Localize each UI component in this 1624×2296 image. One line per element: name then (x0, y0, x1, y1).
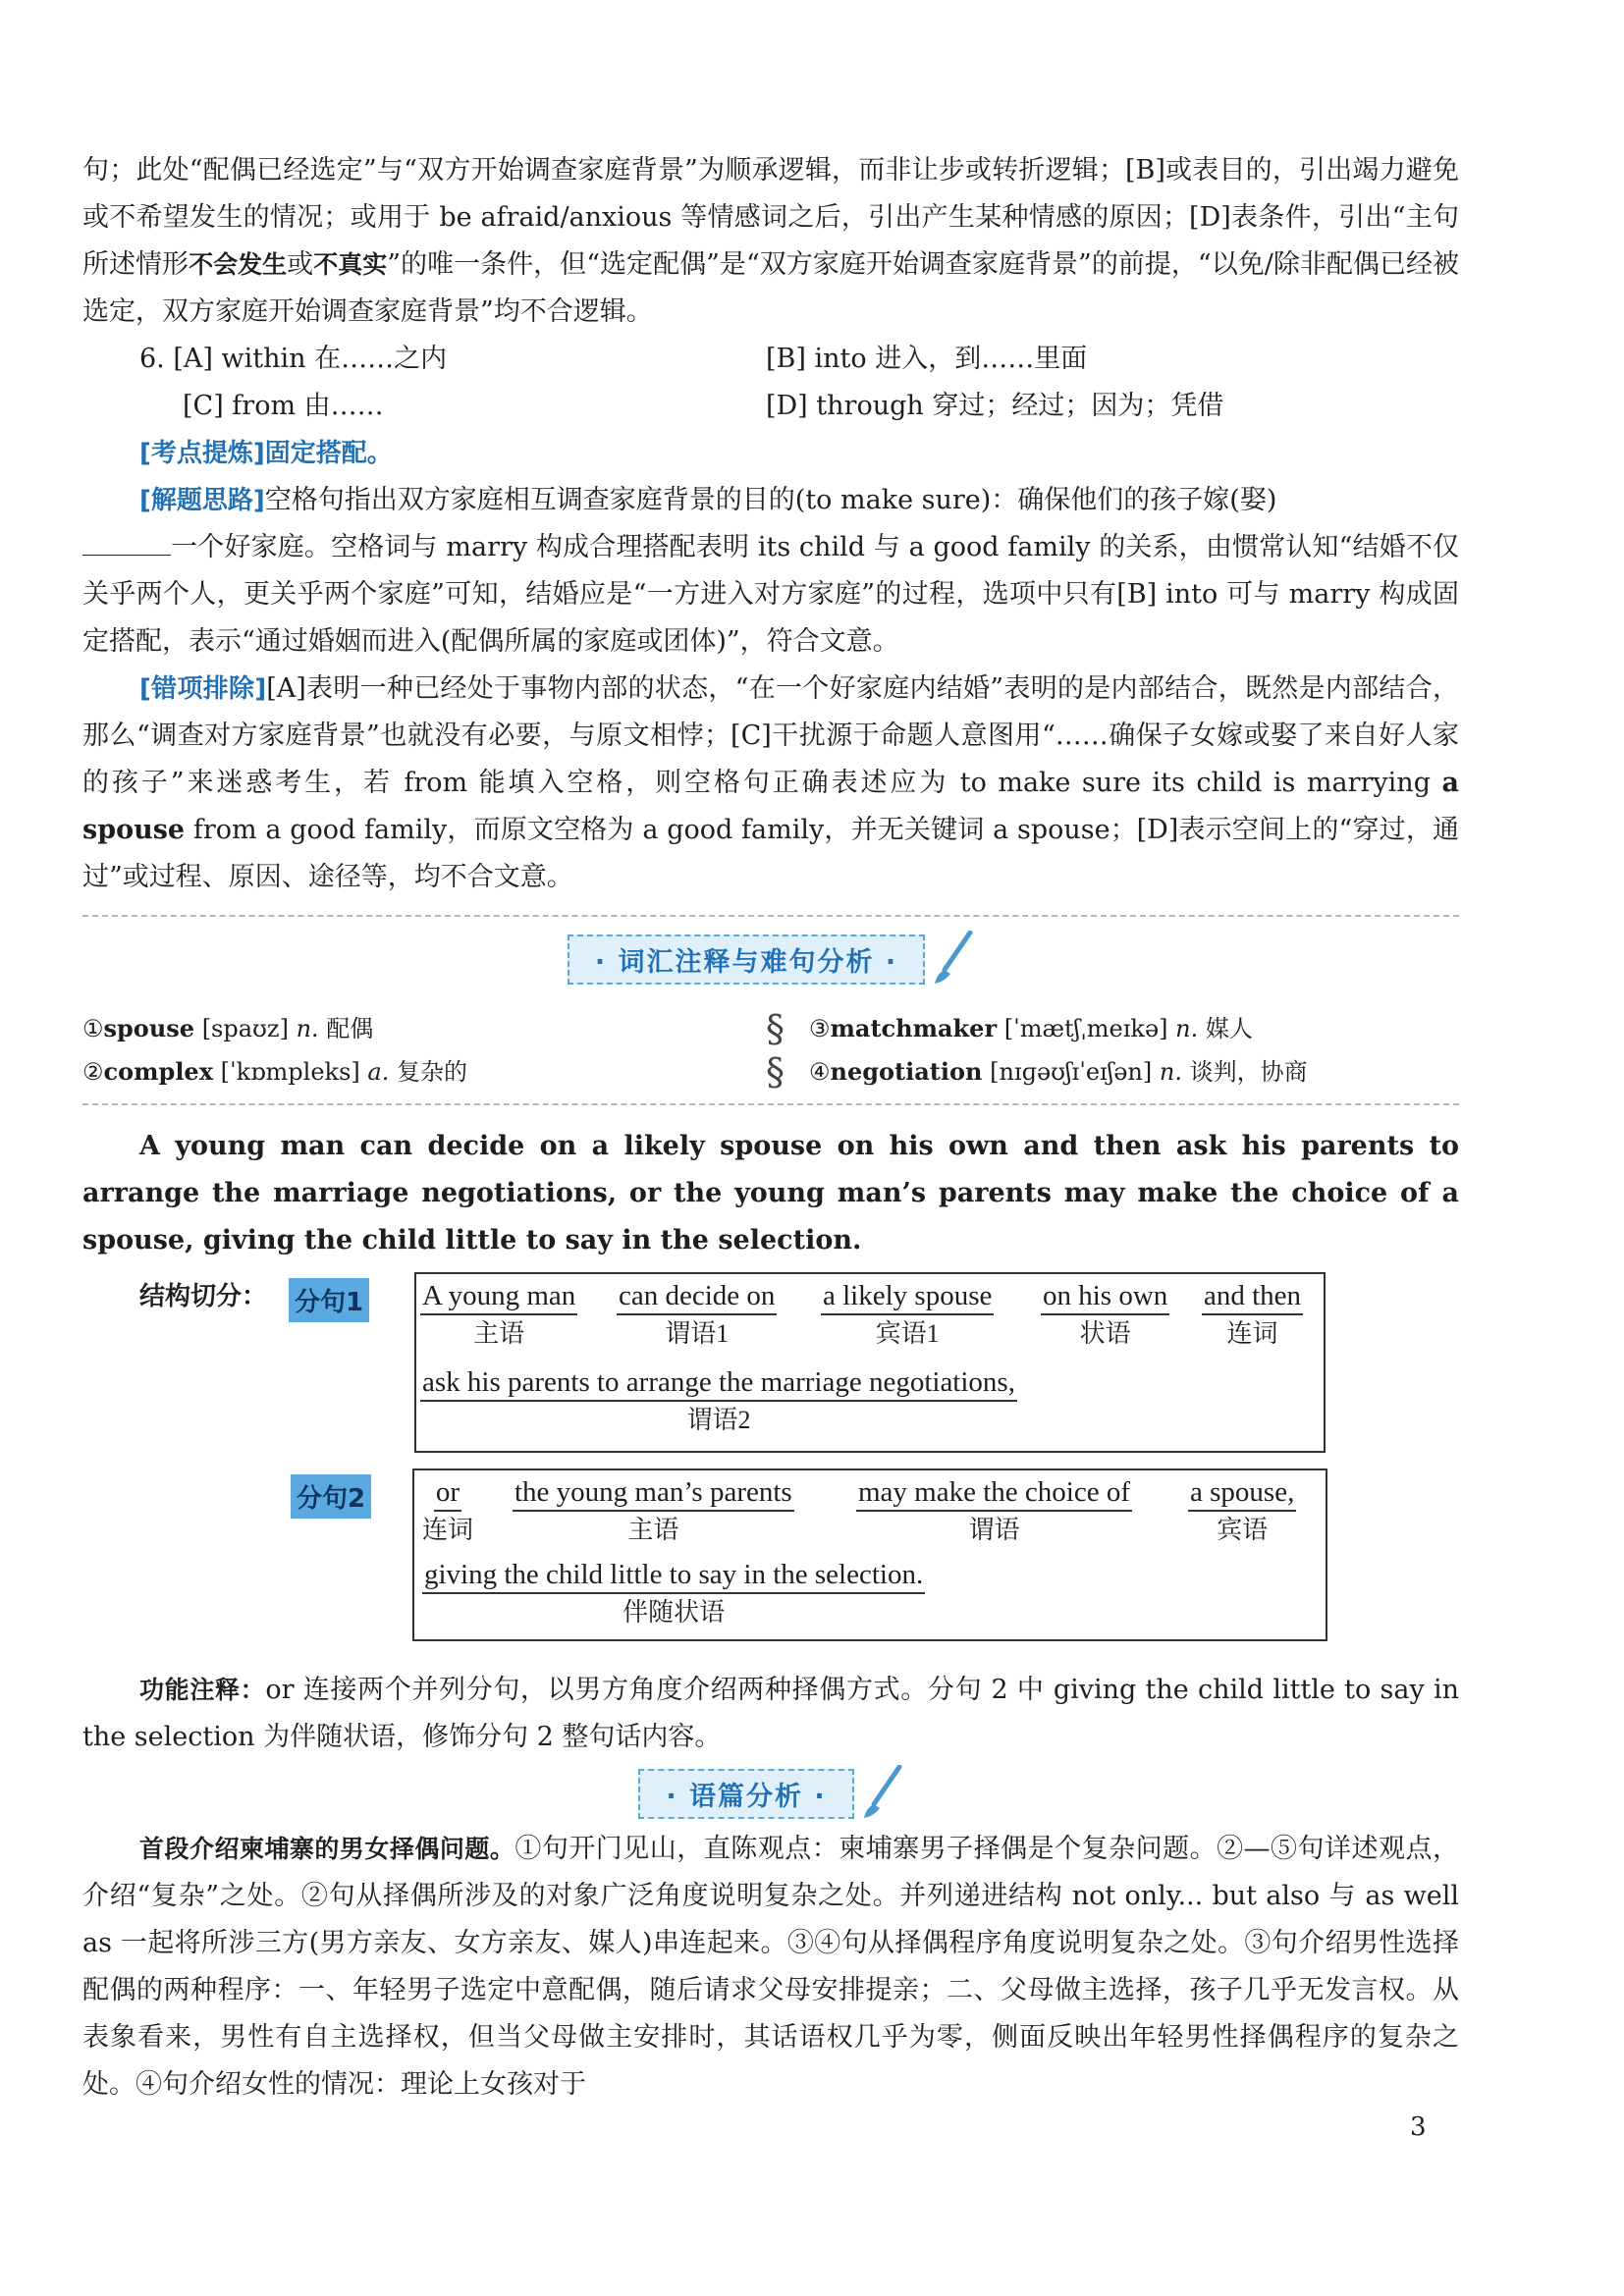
brush-icon (860, 1765, 903, 1822)
key-sentence: A young man can decide on a likely spouse on his own and then ask his parents to arrange the marriage negotiations, or the young man’s parents may make the choice of a spouse, giving the child little to say in the selection. (82, 1131, 1459, 1255)
vocab-item: ④negotiation [nɪɡəʊʃɪˈeɪʃən] n. 谈判，协商 (809, 1057, 1308, 1086)
divider-bottom (82, 1103, 1459, 1105)
option-b: [B] into 进入，到……里面 (766, 344, 1088, 374)
structure-label: 结构切分： (139, 1282, 268, 1311)
clause-segment: and then 连词 (1204, 1280, 1302, 1348)
divider-squiggle: § (766, 1007, 785, 1050)
clause-segment: a spouse, 宾语 (1190, 1476, 1295, 1544)
vocab-list (82, 1007, 1459, 1097)
clause-segment: the young man’s parents 主语 (514, 1476, 792, 1544)
discourse-section-title: · 语篇分析 · (638, 1769, 853, 1819)
clause-1-badge: 分句1 (289, 1278, 369, 1322)
clause-2-box (412, 1468, 1327, 1641)
function-note: 功能注释：or 连接两个并列分句，以男方角度介绍两种择偶方式。分句 2 中 giving the child little to say in the selection 为伴随状语，修饰分句 2 整句话内容。 (82, 1675, 1459, 1752)
vocab-item: ③matchmaker [ˈmætʃˌmeɪkə] n. 媒人 (809, 1014, 1253, 1042)
clause-segment: A young man 主语 (422, 1280, 576, 1348)
brush-icon (931, 931, 974, 988)
clause-segment: ask his parents to arrange the marriage negotiations, 谓语2 (422, 1366, 1015, 1434)
paragraph-continuation: 句；此处“配偶已经选定”与“双方开始调查家庭背景”为顺承逻辑，而非让步或转折逻辑；[B]或表目的，引出竭力避免或不希望发生的情况；或用于 be afraid/anxious 等情感词之后，引出产生某种情感的原因；[D]表条件，引出“主句所述情形不会发生或不真实”的唯一条件，但“选定配偶”是“双方家庭开始调查家庭背景”的前提，“以免/除非配偶已经被选定，双方家庭开始调查家庭背景”均不合逻辑。 (82, 155, 1459, 327)
vocab-item: ①spouse [spaʊz] n. 配偶 (82, 1014, 374, 1042)
vocab-section-header (82, 917, 1459, 1001)
kaodian-paragraph: [考点提炼]固定搭配。 (139, 439, 393, 468)
discourse-paragraph: 首段介绍柬埔寨的男女择偶问题。①句开门见山，直陈观点：柬埔寨男子择偶是个复杂问题。②—⑤句详述观点，介绍“复杂”之处。②句从择偶所涉及的对象广泛角度说明复杂之处。并列递进结构 not only... but also 与 as well as 一起将所涉三方(男方亲友、女方亲友、媒人)串连起来。③④句从择偶程序角度说明复杂之处。③句介绍男性选择配偶的两种程序：一、年轻男子选定中意配偶，随后请求父母安排提亲；二、父母做主选择，孩子几乎无发言权。从表象看来，男性有自主选择权，但当父母做主安排时，其话语权几乎为零，侧面反映出年轻男性择偶程序的复杂之处。④句介绍女性的情况：理论上女孩对于 (82, 1834, 1459, 2100)
answer-blank (82, 533, 171, 556)
clause-segment: can decide on 谓语1 (619, 1280, 776, 1348)
option-d: [D] through 穿过；经过；因为；凭借 (766, 391, 1224, 421)
clause-segment: giving the child little to say in the selection. 伴随状语 (424, 1559, 924, 1627)
vocab-item: ②complex [ˈkɒmpleks] a. 复杂的 (82, 1057, 467, 1086)
clause-segment: or 连词 (422, 1476, 474, 1544)
clause-segment: may make the choice of 谓语 (858, 1476, 1130, 1544)
cuoxiang-paragraph: [错项排除][A]表明一种已经处于事物内部的状态，“在一个好家庭内结婚”表明的是内部结合，既然是内部结合，那么“调查对方家庭背景”也就没有必要，与原文相悖；[C]干扰源于命题人意图用“……确保子女嫁或娶了来自好人家的孩子”来迷惑考生，若 from 能填入空格，则空格句正确表述应为 to make sure its child is marrying a spouse from a good family，而原文空格为 a good family，并无关键词 a spouse；[D]表示空间上的“穿过，通过”或过程、原因、途径等，均不合文意。 (82, 673, 1459, 892)
jieti-paragraph: [解题思路]空格句指出双方家庭相互调查家庭背景的目的(to make sure)：确保他们的孩子嫁(娶) 一个好家庭。空格词与 marry 构成合理搭配表明 its child 与 a good family 的关系，由惯常认知“结婚不仅关乎两个人，更关乎两个家庭”可知，结婚应是“一方进入对方家庭”的过程，选项中只有[B] into 可与 marry 构成固定搭配，表示“通过婚姻而进入(配偶所属的家庭或团体)”，符合文意。 (82, 485, 1459, 657)
discourse-section-header (82, 1761, 1459, 1826)
page-number: 3 (1410, 2112, 1427, 2142)
question-6-options (82, 336, 1459, 430)
divider-squiggle: § (766, 1050, 785, 1094)
page-content (82, 147, 1459, 2109)
vocab-section-title: · 词汇注释与难句分析 · (568, 934, 925, 985)
clause-2-badge: 分句2 (291, 1474, 371, 1519)
clause-segment: on his own 状语 (1043, 1280, 1168, 1348)
clause-1-box (414, 1272, 1326, 1453)
structure-analysis (82, 1264, 1459, 1667)
clause-segment: a likely spouse 宾语1 (823, 1280, 993, 1348)
option-c: [C] from 由…… (183, 391, 384, 421)
option-a: 6. [A] within 在……之内 (139, 344, 448, 374)
